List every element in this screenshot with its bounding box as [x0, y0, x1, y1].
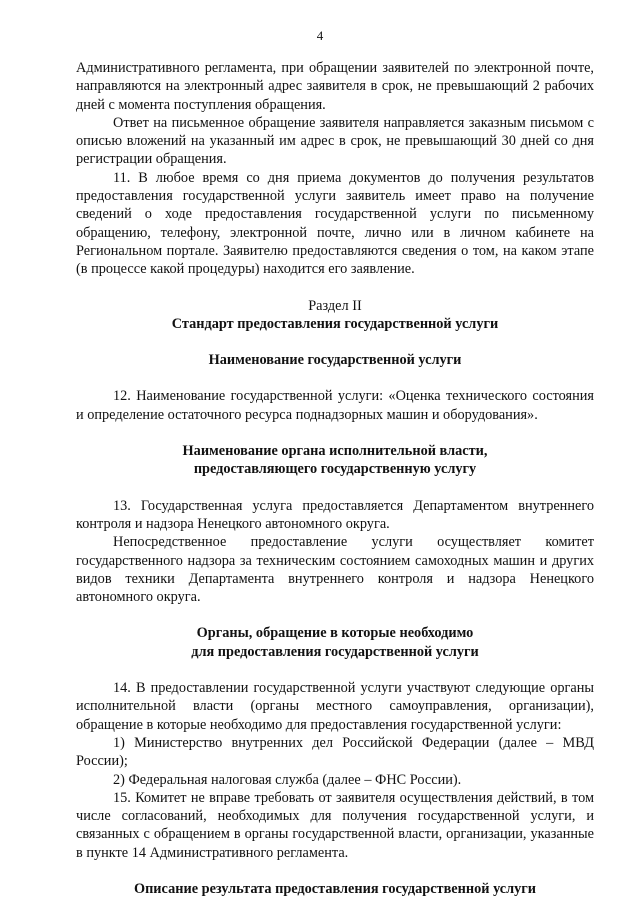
- heading-bodies-line-1: Органы, обращение в которые необходимо: [196, 625, 474, 642]
- paragraph-13-committee: Непосредственное предоставление услуги осуществляет комитет государственного надзора за техническим состоянием самоходных машин и других видов техники Департамента внутреннего контроля и надзора Ненецкого автономного округа.: [76, 534, 594, 606]
- paragraph-15: 15. Комитет не вправе требовать от заявителя осуществления действий, в том числе согласований, необходимых для получения государственной услуги, и связанных с обращением в органы государственной власти, организации, указанные в пункте 14 Административного регламента.: [76, 789, 594, 861]
- paragraph-12: 12. Наименование государственной услуги: «Оценка технического состояния и определение остаточного ресурса поднадзорных машин и оборудования».: [76, 388, 594, 423]
- heading-bodies-line-2: для предоставления государственной услуги: [191, 643, 479, 660]
- heading-authority-line-2: предоставляющего государственную услугу: [193, 461, 477, 478]
- heading-authority-line-1: Наименование органа исполнительной власти,: [182, 443, 488, 460]
- section-title: Стандарт предоставления государственной услуги: [171, 315, 499, 332]
- section-label: Раздел II: [308, 297, 362, 314]
- page-number: 4: [316, 28, 324, 43]
- paragraph-14-item-1: 1) Министерство внутренних дел Российской Федерации (далее – МВД России);: [76, 734, 594, 770]
- paragraph-written-reply: Ответ на письменное обращение заявителя направляется заказным письмом с описью вложений на указанный им адрес в срок, не превышающий 30 дней со дня регистрации обращения.: [76, 114, 594, 168]
- paragraph-regulation-continued: Административного регламента, при обращении заявителей по электронной почте, направляются на электронный адрес заявителя в срок, не превышающий 2 рабочих дней с момента поступления обращения.: [76, 60, 594, 113]
- paragraph-13: 13. Государственная услуга предоставляется Департаментом внутреннего контроля и надзора Ненецкого автономного округа.: [76, 497, 594, 532]
- paragraph-14: 14. В предоставлении государственной услуги участвуют следующие органы исполнительной власти (органы местного самоуправления, организации), обращение в которые необходимо для предоставления государственной услуги:: [76, 680, 594, 733]
- paragraph-14-item-2: 2) Федеральная налоговая служба (далее – ФНС России).: [113, 771, 462, 788]
- heading-service-result: Описание результата предоставления государственной услуги: [133, 880, 537, 897]
- heading-service-name: Наименование государственной услуги: [208, 352, 462, 369]
- paragraph-11: 11. В любое время со дня приема документов до получения результатов предоставления государственной услуги заявитель имеет право на получение сведений о ходе предоставления государственной услуги по письменному обращению, телефону, электронной почте, лично или в личном кабинете на Региональном портале. Заявителю предоставляются сведения о том, на каком этапе (в процессе какой процедуры) находится его заявление.: [76, 169, 594, 278]
- page-content: [76, 59, 594, 898]
